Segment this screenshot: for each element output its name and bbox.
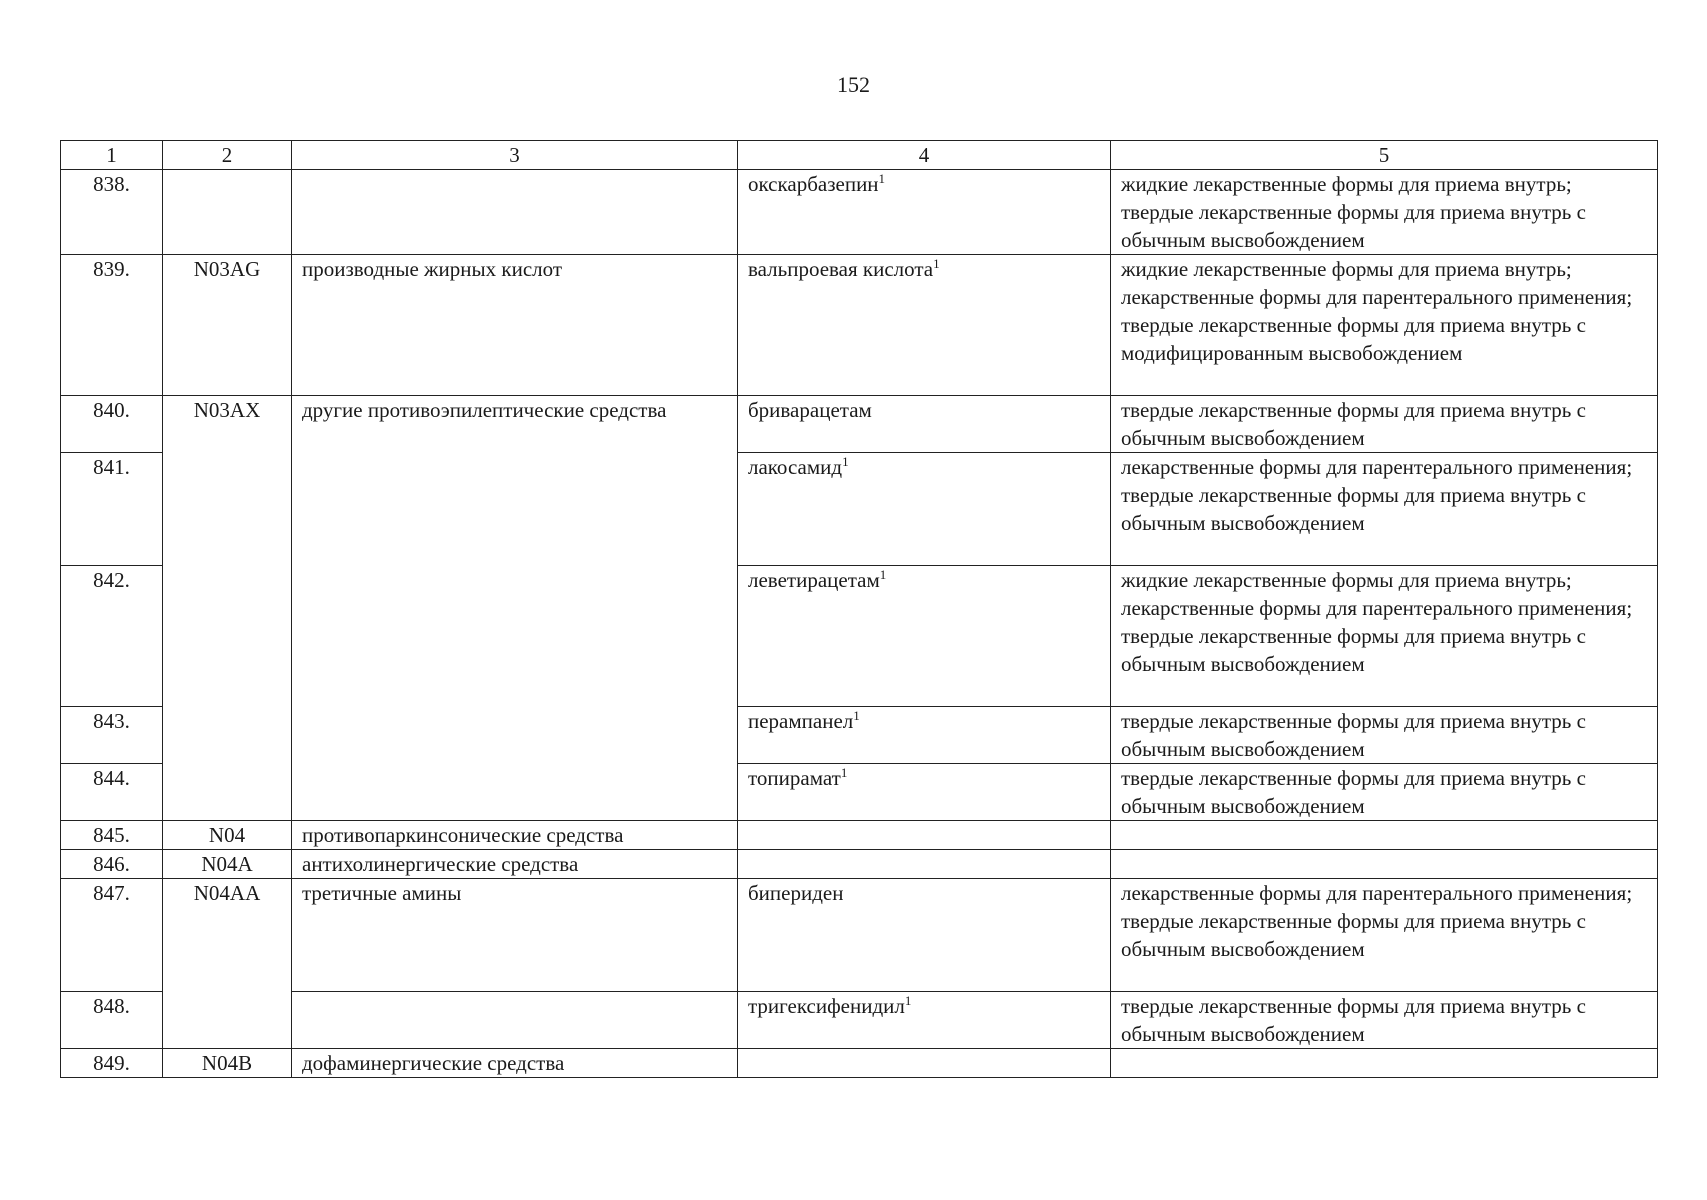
footnote-mark: 1 bbox=[904, 993, 912, 1008]
atc-code: N03AX bbox=[163, 396, 292, 821]
drug-cell bbox=[738, 879, 1111, 992]
dosage-forms bbox=[1111, 850, 1658, 879]
drug-name: топирамат bbox=[748, 766, 841, 790]
page-number: 152 bbox=[837, 72, 870, 97]
drug-name: бипериден bbox=[748, 881, 844, 905]
column-header: 2 bbox=[163, 141, 292, 170]
table-header-row bbox=[61, 141, 1658, 170]
column-header: 1 bbox=[61, 141, 163, 170]
group-name: третичные амины bbox=[292, 879, 738, 992]
atc-code: N04AA bbox=[163, 879, 292, 1049]
drug-name: вальпроевая кислота bbox=[748, 257, 934, 281]
drug-cell bbox=[738, 566, 1111, 707]
drug-cell bbox=[738, 170, 1111, 255]
drug-cell bbox=[738, 453, 1111, 566]
dosage-forms: лекарственные формы для парентерального применения; твердые лекарственные формы для приема внутрь с обычным высвобождением bbox=[1111, 879, 1658, 992]
row-number: 839. bbox=[61, 255, 163, 396]
row-number: 838. bbox=[61, 170, 163, 255]
footnote-mark: 1 bbox=[879, 567, 887, 582]
drug-name: окскарбазепин bbox=[748, 172, 879, 196]
row-number: 843. bbox=[61, 707, 163, 764]
table-row bbox=[61, 396, 1658, 453]
table-row bbox=[61, 1049, 1658, 1078]
column-header: 3 bbox=[292, 141, 738, 170]
table-row bbox=[61, 255, 1658, 396]
group-name bbox=[292, 170, 738, 255]
dosage-forms: твердые лекарственные формы для приема внутрь с обычным высвобождением bbox=[1111, 396, 1658, 453]
row-number: 840. bbox=[61, 396, 163, 453]
row-number: 841. bbox=[61, 453, 163, 566]
dosage-forms bbox=[1111, 821, 1658, 850]
drug-cell bbox=[738, 396, 1111, 453]
drug-cell bbox=[738, 764, 1111, 821]
footnote-mark: 1 bbox=[840, 765, 848, 780]
dosage-forms: твердые лекарственные формы для приема внутрь с обычным высвобождением bbox=[1111, 992, 1658, 1049]
column-header: 4 bbox=[738, 141, 1111, 170]
row-number: 846. bbox=[61, 850, 163, 879]
group-name bbox=[292, 992, 738, 1049]
group-name: противопаркинсонические средства bbox=[292, 821, 738, 850]
medicines-table bbox=[60, 140, 1658, 1078]
column-header: 5 bbox=[1111, 141, 1658, 170]
row-number: 848. bbox=[61, 992, 163, 1049]
group-name: антихолинергические средства bbox=[292, 850, 738, 879]
drug-name: бриварацетам bbox=[748, 398, 872, 422]
atc-code: N04 bbox=[163, 821, 292, 850]
group-name: производные жирных кислот bbox=[292, 255, 738, 396]
table-row bbox=[61, 992, 1658, 1049]
table-row bbox=[61, 170, 1658, 255]
atc-code bbox=[163, 170, 292, 255]
footnote-mark: 1 bbox=[853, 708, 860, 723]
table-row bbox=[61, 879, 1658, 992]
dosage-forms: твердые лекарственные формы для приема внутрь с обычным высвобождением bbox=[1111, 707, 1658, 764]
group-name: дофаминергические средства bbox=[292, 1049, 738, 1078]
dosage-forms: жидкие лекарственные формы для приема внутрь; лекарственные формы для парентерального применения; твердые лекарственные формы для приема внутрь с модифицированным высвобождением bbox=[1111, 255, 1658, 396]
drug-cell bbox=[738, 1049, 1111, 1078]
table-row bbox=[61, 821, 1658, 850]
drug-cell bbox=[738, 850, 1111, 879]
drug-name: леветирацетам bbox=[748, 568, 880, 592]
dosage-forms: твердые лекарственные формы для приема внутрь с обычным высвобождением bbox=[1111, 764, 1658, 821]
footnote-mark: 1 bbox=[842, 454, 849, 469]
drug-name: перампанел bbox=[748, 709, 854, 733]
dosage-forms: жидкие лекарственные формы для приема внутрь; твердые лекарственные формы для приема внутрь с обычным высвобождением bbox=[1111, 170, 1658, 255]
dosage-forms: жидкие лекарственные формы для приема внутрь; лекарственные формы для парентерального применения; твердые лекарственные формы для приема внутрь с обычным высвобождением bbox=[1111, 566, 1658, 707]
drug-cell bbox=[738, 255, 1111, 396]
row-number: 844. bbox=[61, 764, 163, 821]
dosage-forms: лекарственные формы для парентерального применения; твердые лекарственные формы для приема внутрь с обычным высвобождением bbox=[1111, 453, 1658, 566]
atc-code: N03AG bbox=[163, 255, 292, 396]
row-number: 842. bbox=[61, 566, 163, 707]
drug-cell bbox=[738, 707, 1111, 764]
row-number: 845. bbox=[61, 821, 163, 850]
footnote-mark: 1 bbox=[878, 171, 886, 186]
footnote-mark: 1 bbox=[933, 256, 940, 271]
drug-cell bbox=[738, 821, 1111, 850]
drug-cell bbox=[738, 992, 1111, 1049]
row-number: 847. bbox=[61, 879, 163, 992]
group-name: другие противоэпилептические средства bbox=[292, 396, 738, 821]
row-number: 849. bbox=[61, 1049, 163, 1078]
table-row bbox=[61, 850, 1658, 879]
atc-code: N04B bbox=[163, 1049, 292, 1078]
atc-code: N04A bbox=[163, 850, 292, 879]
dosage-forms bbox=[1111, 1049, 1658, 1078]
drug-name: лакосамид bbox=[748, 455, 843, 479]
drug-name: тригексифенидил bbox=[748, 994, 905, 1018]
